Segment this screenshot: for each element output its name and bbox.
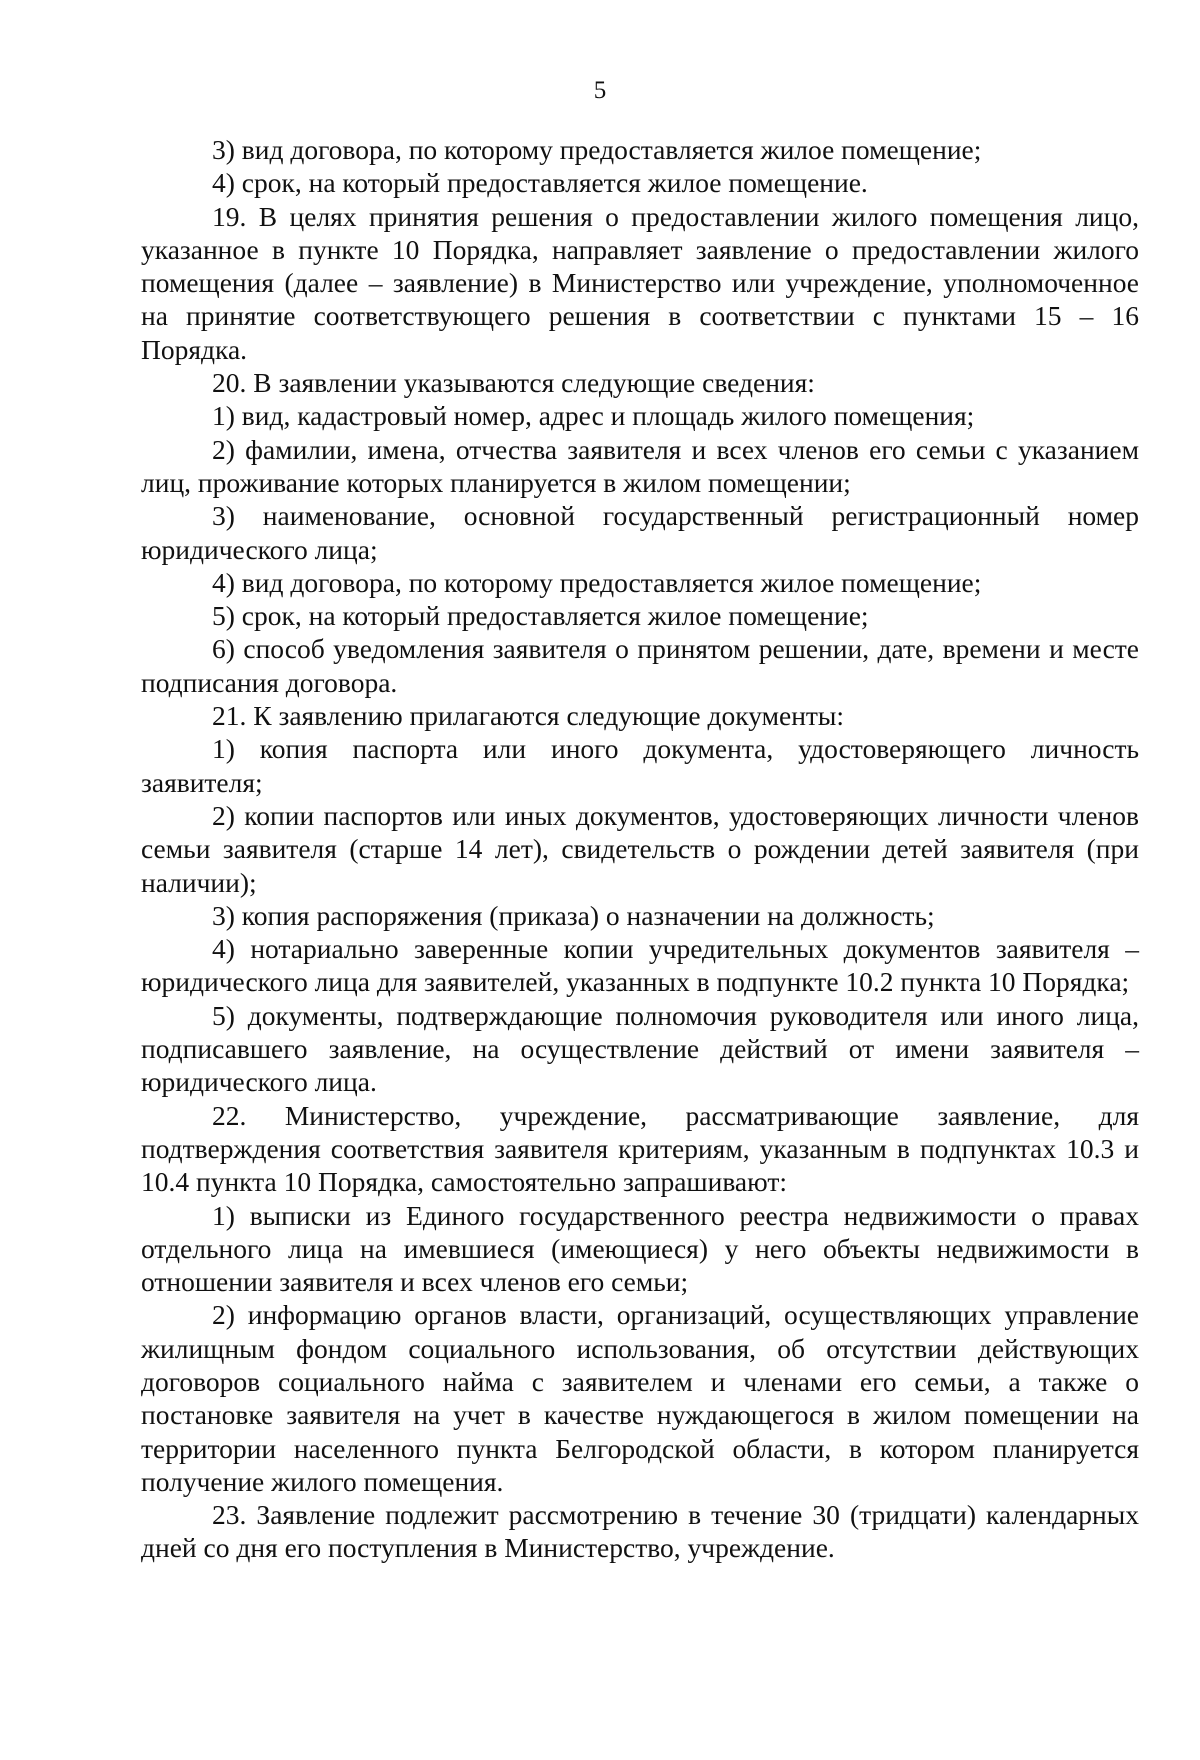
page-number: 5: [593, 77, 607, 104]
paragraph-21-item-5: 5) документы, подтверждающие полномочия руководителя или иного лица, подписавшего заявление, на осуществление действий от имени заявителя – юридического лица.: [141, 999, 1139, 1098]
paragraph-22: 22. Министерство, учреждение, рассматривающие заявление, для подтверждения соответствия заявителя критериям, указанным в подпунктах 10.3 и 10.4 пункта 10 Порядка, самостоятельно запрашивают:: [141, 1099, 1139, 1198]
paragraph-item-4-term: 4) срок, на который предоставляется жилое помещение.: [212, 167, 868, 199]
paragraph-20-item-3: 3) наименование, основной государственный регистрационный номер юридического лица;: [141, 500, 1139, 565]
paragraph-20-item-6: 6) способ уведомления заявителя о принятом решении, дате, времени и месте подписания договора.: [141, 633, 1139, 698]
paragraph-20-item-4: 4) вид договора, по которому предоставляется жилое помещение;: [212, 566, 982, 598]
paragraph-22-item-2: 2) информацию органов власти, организаций, осуществляющих управление жилищным фондом социального использования, об отсутствии действующих договоров социального найма с заявителем и членами его семьи, а также о постановке заявителя на учет в качестве нуждающегося в жилом помещении на территории населенного пункта Белгородской области, в котором планируется получение жилого помещения.: [141, 1299, 1139, 1497]
paragraph-23: 23. Заявление подлежит рассмотрению в течение 30 (тридцати) календарных дней со дня его поступления в Министерство, учреждение.: [141, 1499, 1139, 1564]
paragraph-21-item-1: 1) копия паспорта или иного документа, удостоверяющего личность заявителя;: [141, 733, 1139, 798]
paragraph-19: 19. В целях принятия решения о предоставлении жилого помещения лицо, указанное в пункте 10 Порядка, направляет заявление о предоставлении жилого помещения (далее – заявление) в Министерство или учреждение, уполномоченное на принятие соответствующего решения в соответствии с пунктами 15 – 16 Порядка.: [141, 200, 1139, 365]
paragraph-21-item-3: 3) копия распоряжения (приказа) о назначении на должность;: [212, 899, 935, 931]
document-body: [141, 133, 1139, 1565]
paragraph-21-item-2: 2) копии паспортов или иных документов, удостоверяющих личности членов семьи заявителя (старше 14 лет), свидетельств о рождении детей заявителя (при наличии);: [141, 799, 1139, 898]
paragraph-20-item-2: 2) фамилии, имена, отчества заявителя и всех членов его семьи с указанием лиц, проживание которых планируется в жилом помещении;: [141, 433, 1139, 498]
paragraph-item-3-contract-type: 3) вид договора, по которому предоставляется жилое помещение;: [212, 134, 982, 165]
paragraph-20: 20. В заявлении указываются следующие сведения:: [212, 367, 815, 399]
paragraph-22-item-1: 1) выписки из Единого государственного реестра недвижимости о правах отдельного лица на имевшиеся (имеющиеся) у него объекты недвижимости в отношении заявителя и всех членов его семьи;: [141, 1199, 1139, 1298]
paragraph-21: 21. К заявлению прилагаются следующие документы:: [212, 700, 845, 732]
paragraph-20-item-1: 1) вид, кадастровый номер, адрес и площадь жилого помещения;: [212, 400, 975, 432]
paragraph-21-item-4: 4) нотариально заверенные копии учредительных документов заявителя – юридического лица для заявителей, указанных в подпункте 10.2 пункта 10 Порядка;: [141, 933, 1139, 998]
paragraph-20-item-5: 5) срок, на который предоставляется жилое помещение;: [212, 600, 869, 632]
